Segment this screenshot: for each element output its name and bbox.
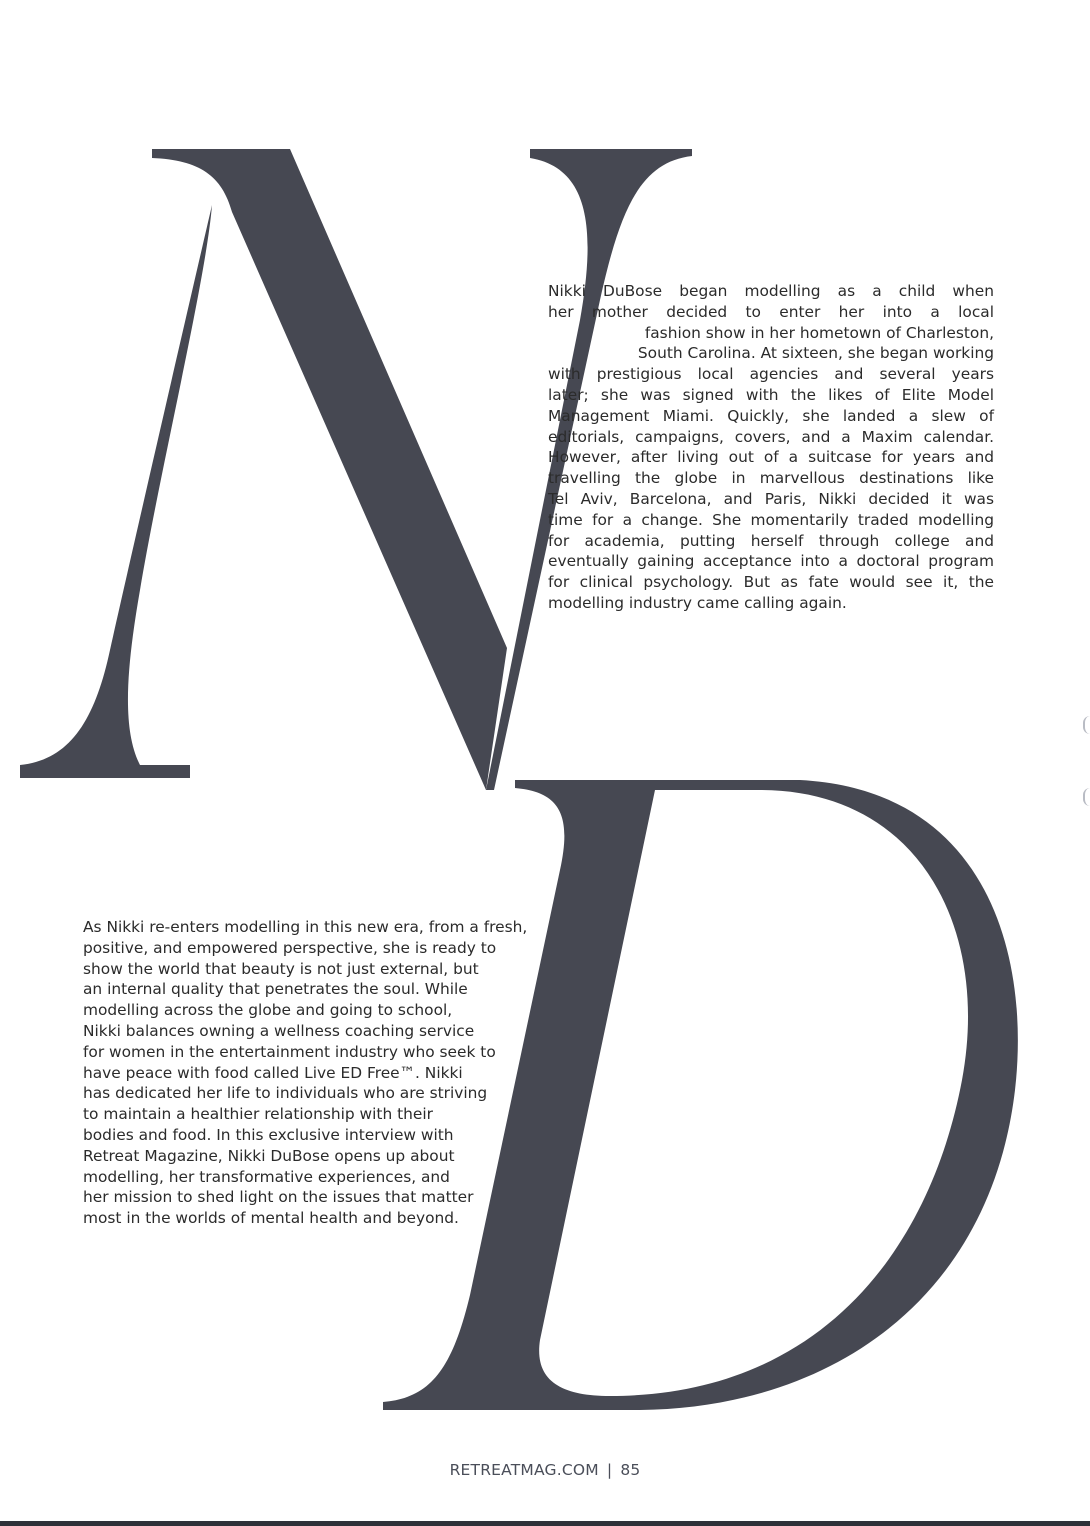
footer-site: RETREATMAG.COM bbox=[449, 1461, 599, 1479]
second-line: bodies and food. In this exclusive interview with bbox=[83, 1125, 454, 1144]
second-line: to maintain a healthier relationship with their bbox=[83, 1105, 433, 1124]
page-edge-mark-top bbox=[1083, 716, 1090, 734]
intro-line: eventually gaining acceptance into a doctoral program bbox=[548, 552, 994, 571]
second-line: positive, and empowered perspective, she is ready to bbox=[83, 938, 497, 957]
second-line: show the world that beauty is not just external, but bbox=[83, 959, 479, 978]
second-line: Nikki balances owning a wellness coaching service bbox=[83, 1021, 475, 1040]
second-paragraph bbox=[83, 917, 533, 1229]
second-line: modelling across the globe and going to school, bbox=[83, 1001, 453, 1020]
intro-line: modelling industry came calling again. bbox=[548, 593, 847, 612]
intro-line: her mother decided to enter her into a local bbox=[548, 302, 994, 321]
second-line: her mission to shed light on the issues that matter bbox=[83, 1188, 474, 1207]
page-number: 85 bbox=[620, 1461, 641, 1479]
intro-line: Tel Aviv, Barcelona, and Paris, Nikki decided it was bbox=[548, 489, 994, 508]
intro-line: with prestigious local agencies and several years bbox=[548, 365, 994, 384]
intro-line: time for a change. She momentarily traded modelling bbox=[548, 510, 994, 529]
intro-line: for academia, putting herself through college and bbox=[548, 531, 994, 550]
intro-line: travelling the globe in marvellous destinations like bbox=[548, 469, 994, 488]
intro-line: Nikki DuBose began modelling as a child when bbox=[548, 282, 994, 300]
second-line: for women in the entertainment industry who seek to bbox=[83, 1042, 496, 1061]
second-line: an internal quality that penetrates the soul. While bbox=[83, 980, 468, 999]
page-footer bbox=[0, 1461, 1090, 1479]
intro-line: editorials, campaigns, covers, and a Maxim calendar. bbox=[548, 427, 994, 446]
second-line: have peace with food called Live ED Free™. Nikki bbox=[83, 1063, 463, 1082]
second-line: As Nikki re-enters modelling in this new era, from a fresh, bbox=[83, 918, 528, 936]
footer-separator: | bbox=[606, 1461, 613, 1479]
intro-line: later; she was signed with the likes of Elite Model bbox=[548, 385, 994, 404]
second-line: most in the worlds of mental health and beyond. bbox=[83, 1209, 459, 1228]
second-line: modelling, her transformative experiences, and bbox=[83, 1167, 450, 1186]
intro-line: However, after living out of a suitcase for years and bbox=[548, 448, 994, 467]
page-edge-mark-bottom bbox=[1083, 788, 1090, 806]
intro-line: Management Miami. Quickly, she landed a slew of bbox=[548, 406, 994, 425]
second-line: Retreat Magazine, Nikki DuBose opens up about bbox=[83, 1146, 455, 1165]
intro-paragraph bbox=[548, 281, 994, 614]
letter-n-left-stem bbox=[20, 205, 212, 778]
intro-line: South Carolina. At sixteen, she began working bbox=[637, 344, 994, 363]
intro-line: fashion show in her hometown of Charleston, bbox=[644, 323, 994, 342]
intro-line: for clinical psychology. But as fate would see it, the bbox=[548, 573, 994, 592]
second-line: has dedicated her life to individuals who are striving bbox=[83, 1084, 488, 1103]
bottom-rule bbox=[0, 1521, 1090, 1526]
